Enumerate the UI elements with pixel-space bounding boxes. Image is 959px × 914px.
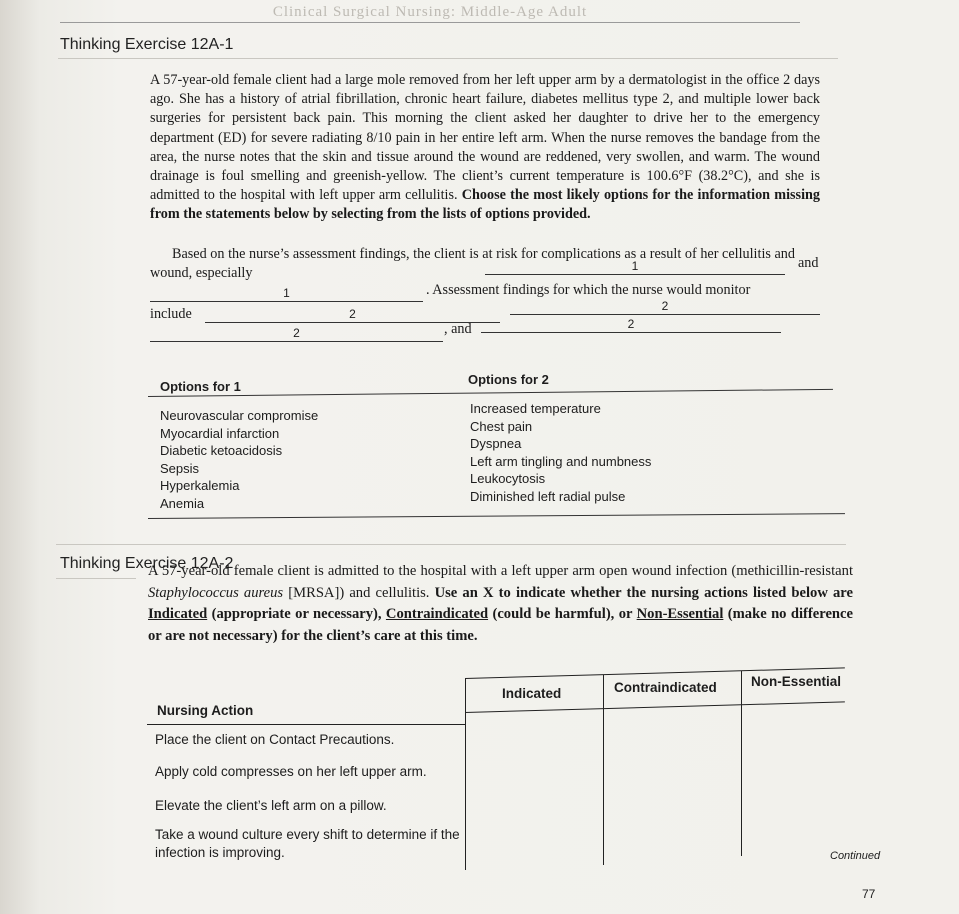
instruction-part: (make no difference or are not necessary) for the client’s care at this time. — [148, 606, 853, 644]
blank-1b[interactable]: 1 — [150, 287, 423, 302]
option-2-item[interactable]: Chest pain — [470, 418, 533, 434]
sentence-2: . Assessment findings for which the nurse would monitor — [426, 282, 751, 298]
scenario-text: A 57-year-old female client is admitted to the hospital with a left upper arm open wound infection (methicillin-resistant — [148, 563, 853, 579]
table-column-divider — [465, 679, 466, 870]
blank-2a[interactable]: 2 — [205, 308, 500, 323]
table-column-divider — [603, 675, 604, 865]
option-1-item[interactable]: Sepsis — [160, 460, 200, 476]
nonessential-term: Non-Essential — [636, 606, 724, 622]
and-word: and — [798, 255, 819, 271]
divider — [58, 58, 838, 59]
and-final: , and — [444, 321, 472, 337]
table-header-rule — [465, 701, 845, 713]
exercise-1-title: Thinking Exercise 12A-1 — [60, 36, 234, 53]
option-1-item[interactable]: Diabetic ketoacidosis — [160, 443, 283, 458]
table-column-divider — [741, 671, 742, 856]
table-row[interactable]: Elevate the client’s left arm on a pillow. — [155, 798, 387, 813]
option-2-item[interactable]: Dyspnea — [470, 436, 522, 451]
column-nonessential: Non-Essential — [751, 674, 842, 689]
exercise-2-scenario — [148, 561, 853, 647]
exercise-2-title: Thinking Exercise 12A-2 — [60, 555, 234, 572]
include-word: include — [150, 306, 192, 322]
option-1-item[interactable]: Anemia — [160, 495, 205, 511]
table-row[interactable]: Place the client on Contact Precautions. — [155, 732, 395, 747]
instruction-text: Choose the most likely options for the information missing from the statements below by selecting from the lists of options provided. — [150, 187, 820, 223]
divider — [56, 544, 846, 545]
option-2-item[interactable]: Left arm tingling and numbness — [470, 453, 652, 469]
options-bottom-rule — [148, 513, 845, 519]
option-2-item[interactable]: Diminished left radial pulse — [470, 488, 626, 504]
instruction-part: (appropriate or necessary), — [207, 606, 386, 622]
instruction-part: (could be harmful), or — [488, 606, 637, 622]
continued-label: Continued — [830, 850, 881, 862]
scenario-text: A 57-year-old female client had a large mole removed from her left upper arm by a dermatologist in the office 2 days ago. She has a history of atrial fibrillation, chronic heart failure, diabetes mellitus type 2, and multiple lower back surgeries for persistent back pain. This morning the client asked her daughter to drive her to the emergency department (ED) for severe radiating 8/10 pain in her entire left arm. When the nurse removes the bandage from the area, the nurse notes that the skin and tissue around the wound are reddened, very swollen, and warm. The wound drainage is foul smelling and greenish-yellow. The client’s current temperature is 100.6°F (38.2°C), and she is admitted to the hospital with left upper arm cellulitis. — [150, 72, 820, 204]
option-2-item[interactable]: Increased temperature — [470, 401, 601, 416]
contraindicated-term: Contraindicated — [385, 606, 489, 622]
table-header-rule — [147, 724, 465, 725]
blank-1a[interactable]: 1 — [485, 260, 785, 275]
options-2-list — [470, 400, 651, 505]
blank-2c[interactable]: 2 — [150, 327, 443, 342]
option-2-item[interactable]: Leukocytosis — [470, 471, 546, 486]
sentence-1-text: Based on the nurse’s assessment findings, the client is at risk for complications as a result of her cellulitis and wound, especially — [150, 246, 795, 282]
organism-name: Staphylococcus aureus — [148, 584, 284, 601]
blank-2b[interactable]: 2 — [510, 300, 820, 315]
option-1-item[interactable]: Myocardial infarction — [160, 425, 280, 441]
divider — [56, 578, 136, 579]
indicated-term: Indicated — [148, 606, 208, 622]
scenario-text: [MRSA]) and cellulitis. — [283, 584, 435, 601]
options-header-rule — [148, 389, 833, 397]
column-contraindicated: Contraindicated — [614, 680, 717, 695]
options-1-list — [160, 407, 318, 512]
options-2-header: Options for 2 — [468, 372, 549, 387]
exercise-1-scenario — [150, 71, 820, 225]
running-head: Clinical Surgical Nursing: Middle-Age Adult — [60, 2, 800, 23]
option-1-item[interactable]: Neurovascular compromise — [160, 408, 319, 423]
table-row[interactable]: Apply cold compresses on her left upper arm. — [155, 764, 427, 779]
page-number: 77 — [862, 887, 876, 901]
option-1-item[interactable]: Hyperkalemia — [160, 478, 240, 493]
column-nursing-action: Nursing Action — [157, 703, 254, 718]
instruction-part: Use an X to indicate whether the nursing actions listed below are — [434, 584, 853, 601]
blank-2d[interactable]: 2 — [481, 318, 781, 333]
table-row[interactable]: Take a wound culture every shift to determine if the infection is improving. — [155, 827, 460, 860]
options-1-header: Options for 1 — [160, 379, 241, 394]
column-indicated: Indicated — [502, 686, 562, 701]
